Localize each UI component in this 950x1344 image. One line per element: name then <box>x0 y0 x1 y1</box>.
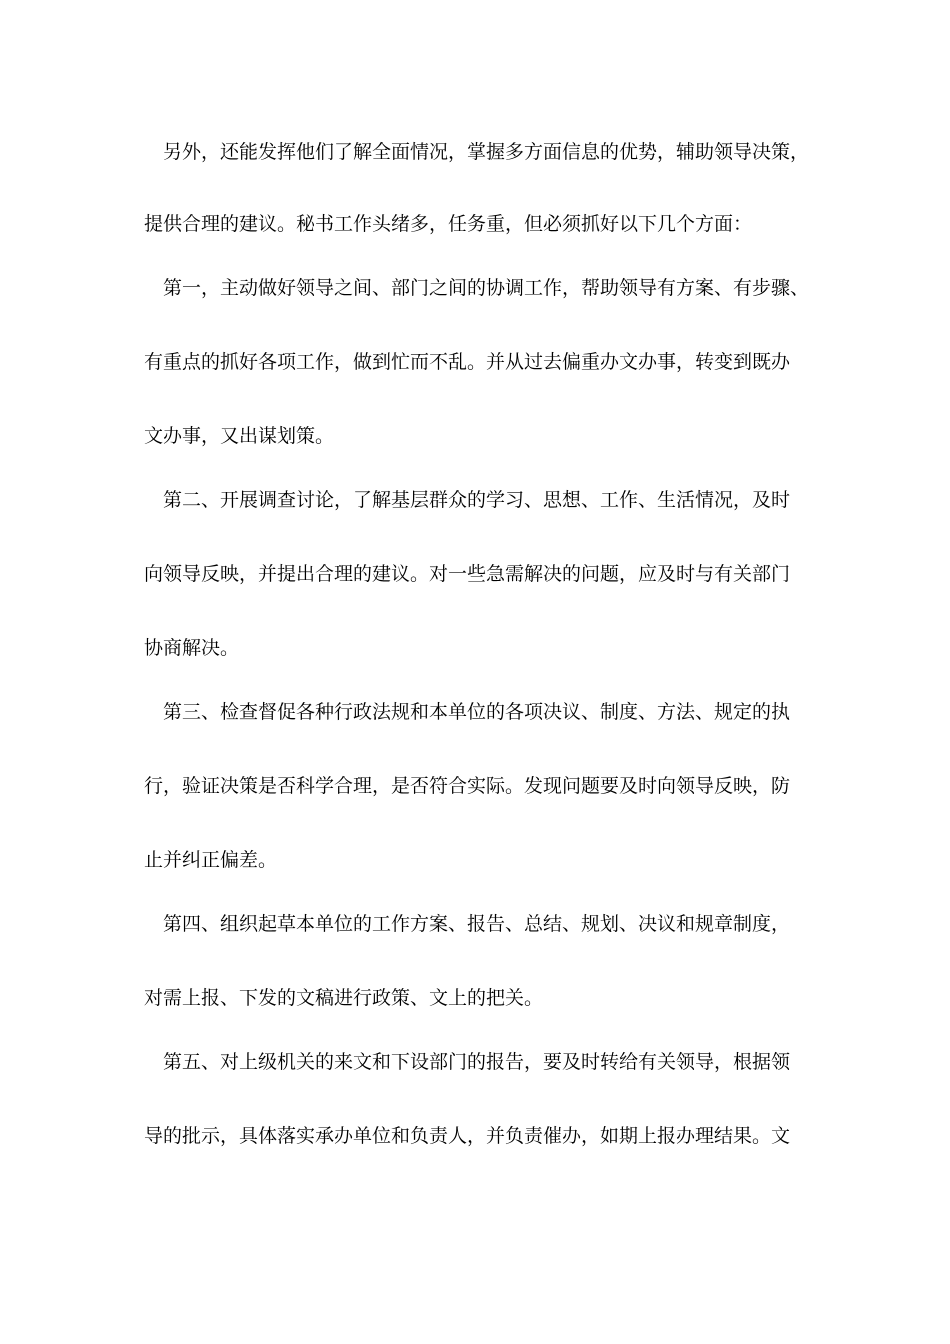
text-line: 行，验证决策是否科学合理，是否符合实际。发现问题要及时向领导反映，防 <box>144 775 791 797</box>
text-line: 第五、对上级机关的来文和下设部门的报告，要及时转给有关领导，根据领 <box>144 1051 791 1073</box>
text-line: 有重点的抓好各项工作，做到忙而不乱。并从过去偏重办文办事，转变到既办 <box>144 351 791 373</box>
text-line: 第四、组织起草本单位的工作方案、报告、总结、规划、决议和规章制度， <box>144 913 791 935</box>
text-line: 第三、检查督促各种行政法规和本单位的各项决议、制度、方法、规定的执 <box>144 701 791 723</box>
text-line: 另外，还能发挥他们了解全面情况，掌握多方面信息的优势，辅助领导决策， <box>144 141 810 163</box>
text-line: 提供合理的建议。秘书工作头绪多，任务重，但必须抓好以下几个方面： <box>144 213 753 235</box>
text-line: 止并纠正偏差。 <box>144 849 278 871</box>
text-line: 第二、开展调查讨论，了解基层群众的学习、思想、工作、生活情况，及时 <box>144 489 791 511</box>
text-line: 对需上报、下发的文稿进行政策、文上的把关。 <box>144 987 544 1009</box>
text-line: 第一，主动做好领导之间、部门之间的协调工作，帮助领导有方案、有步骤、 <box>144 277 810 299</box>
text-line: 导的批示，具体落实承办单位和负责人，并负责催办，如期上报办理结果。文 <box>144 1125 791 1147</box>
text-line: 协商解决。 <box>144 637 240 659</box>
text-line: 向领导反映，并提出合理的建议。对一些急需解决的问题，应及时与有关部门 <box>144 563 791 585</box>
text-line: 文办事，又出谋划策。 <box>144 425 335 447</box>
